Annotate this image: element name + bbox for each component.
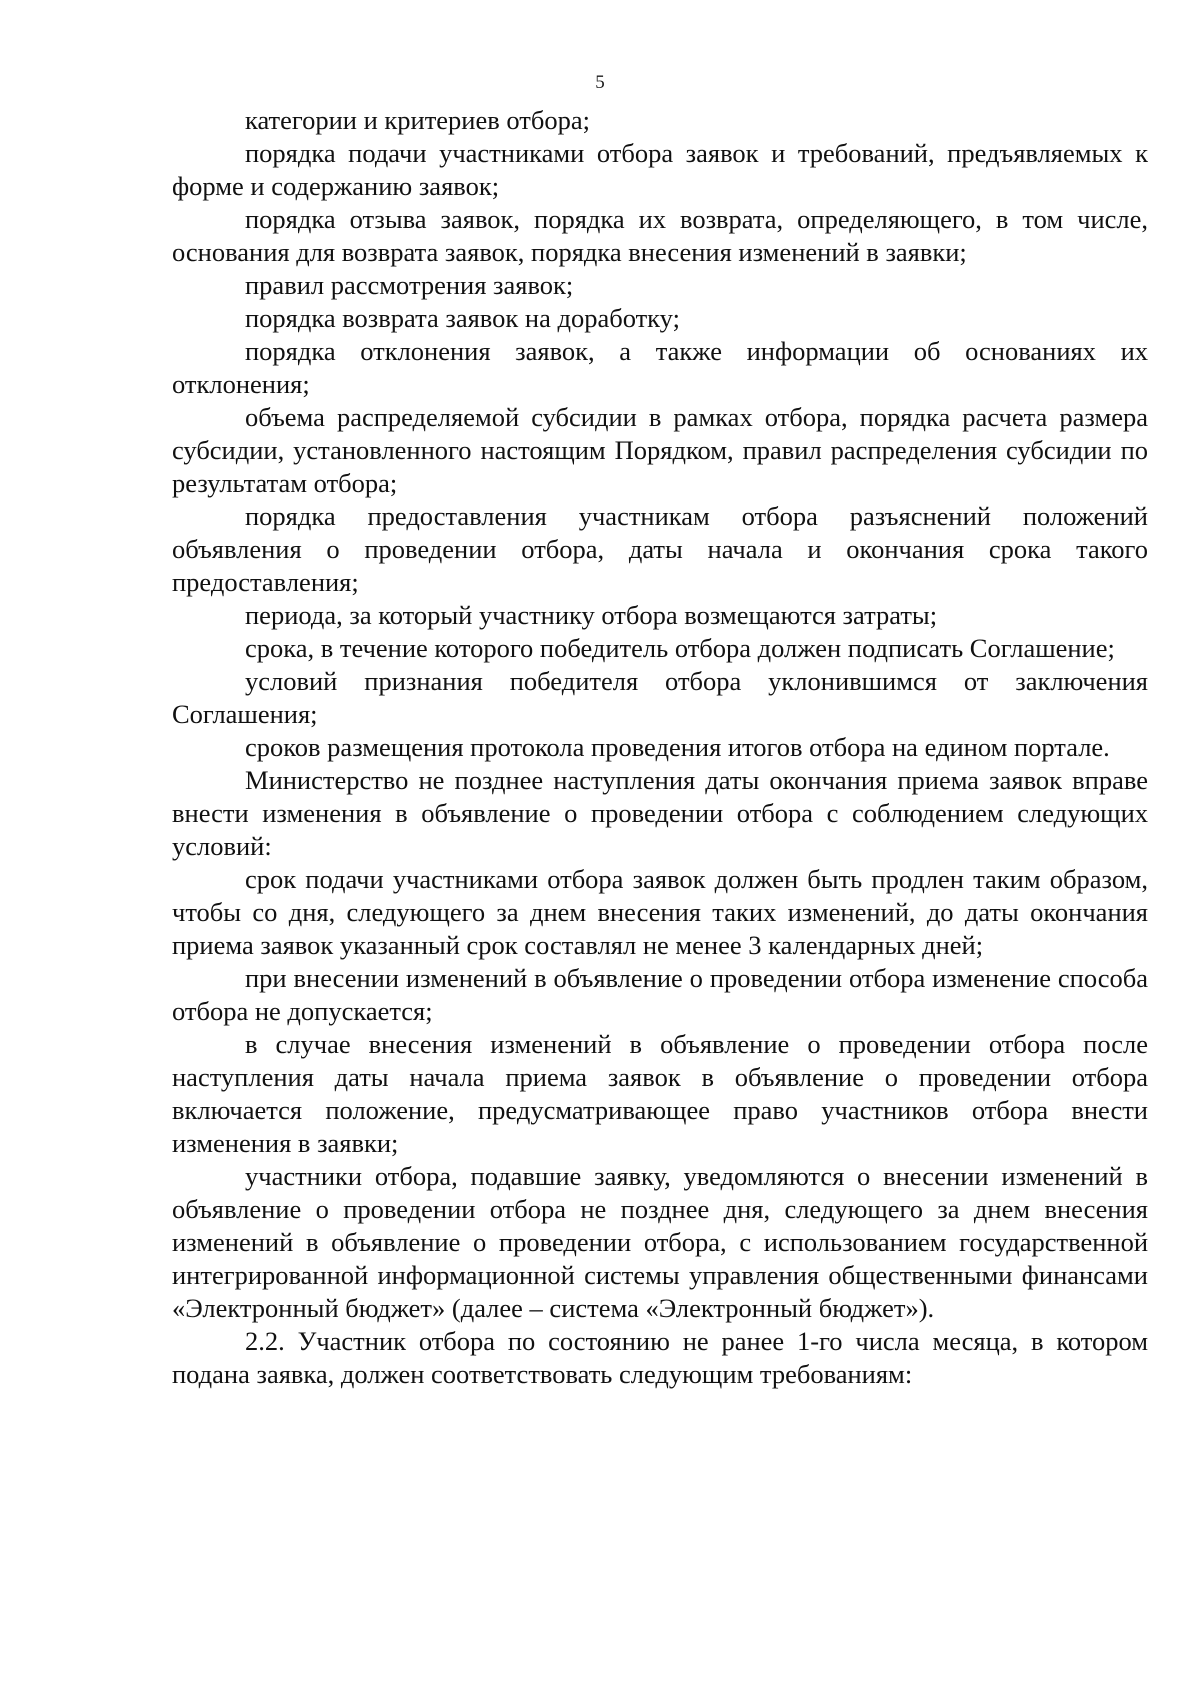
paragraph-6: порядка отклонения заявок, а также информации об основаниях их отклонения; [172,336,1148,399]
paragraph-17: участники отбора, подавшие заявку, уведомляются о внесении изменений в объявление о проведении отбора не позднее дня, следующего за днем внесения изменений в объявление о проведении отбора, с использованием государственной интегрированной информационной системы управления общественными финансами «Электронный бюджет» (далее – система «Электронный бюджет»). [172,1161,1148,1323]
paragraph-18: 2.2. Участник отбора по состоянию не ранее 1-го числа месяца, в котором подана заявка, должен соответствовать следующим требованиям: [172,1326,1148,1389]
page-number: 5 [595,72,605,93]
paragraph-4: правил рассмотрения заявок; [245,270,574,300]
paragraph-13: Министерство не позднее наступления даты окончания приема заявок вправе внести изменения в объявление о проведении отбора с соблюдением следующих условий: [172,765,1148,861]
paragraph-11: условий признания победителя отбора уклонившимся от заключения Соглашения; [172,666,1148,729]
paragraph-9: периода, за который участнику отбора возмещаются затраты; [245,600,938,630]
document-body [172,104,1148,1391]
paragraph-5: порядка возврата заявок на доработку; [245,303,680,333]
paragraph-8: порядка предоставления участникам отбора разъяснений положений объявления о проведении отбора, даты начала и окончания срока такого предоставления; [172,501,1148,597]
paragraph-12: сроков размещения протокола проведения итогов отбора на едином портале. [245,732,1110,762]
paragraph-7: объема распределяемой субсидии в рамках отбора, порядка расчета размера субсидии, установленного настоящим Порядком, правил распределения субсидии по результатам отбора; [172,402,1148,498]
paragraph-3: порядка отзыва заявок, порядка их возврата, определяющего, в том числе, основания для возврата заявок, порядка внесения изменений в заявки; [172,204,1148,267]
paragraph-1: категории и критериев отбора; [245,105,590,135]
paragraph-10: срока, в течение которого победитель отбора должен подписать Соглашение; [245,633,1115,663]
paragraph-2: порядка подачи участниками отбора заявок и требований, предъявляемых к форме и содержанию заявок; [172,138,1148,201]
paragraph-16: в случае внесения изменений в объявление о проведении отбора после наступления даты начала приема заявок в объявление о проведении отбора включается положение, предусматривающее право участников отбора внести изменения в заявки; [172,1029,1148,1158]
paragraph-15: при внесении изменений в объявление о проведении отбора изменение способа отбора не допускается; [172,963,1148,1026]
paragraph-14: срок подачи участниками отбора заявок должен быть продлен таким образом, чтобы со дня, следующего за днем внесения таких изменений, до даты окончания приема заявок указанный срок составлял не менее 3 календарных дней; [172,864,1148,960]
